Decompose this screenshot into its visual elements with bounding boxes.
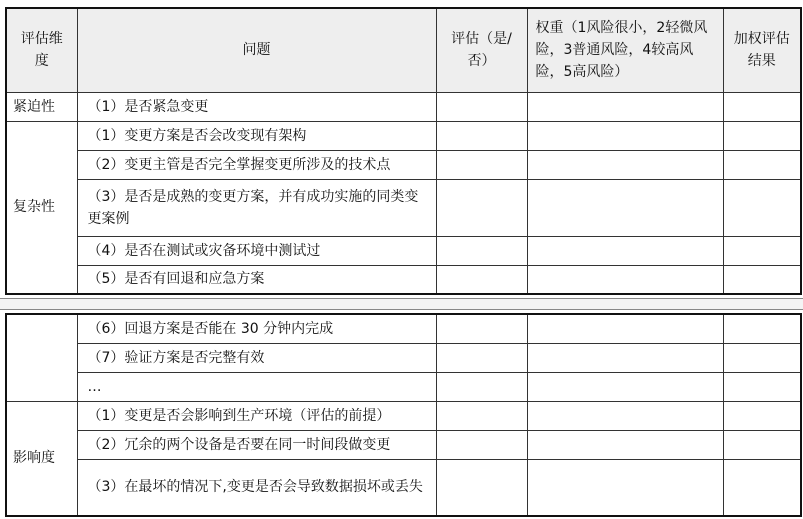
question-cell: （4）是否在测试或灾备环境中测试过 — [77, 236, 436, 265]
dimension-impact: 影响度 — [6, 401, 77, 516]
table-row — [6, 372, 801, 401]
question-cell: （7）验证方案是否完整有效 — [77, 343, 436, 372]
page-break-line — [0, 309, 803, 310]
table-row — [6, 401, 801, 430]
result-cell[interactable] — [723, 372, 801, 401]
result-cell[interactable] — [723, 121, 801, 150]
question-cell: … — [77, 372, 436, 401]
weight-cell[interactable] — [527, 236, 723, 265]
header-weight: 权重（1风险很小，2轻微风险，3普通风险，4较高风险，5高风险） — [527, 8, 723, 92]
result-cell[interactable] — [723, 236, 801, 265]
result-cell[interactable] — [723, 459, 801, 516]
weight-cell[interactable] — [527, 92, 723, 121]
header-question: 问题 — [77, 8, 436, 92]
table-row — [6, 430, 801, 459]
question-cell: （2）冗余的两个设备是否要在同一时间段做变更 — [77, 430, 436, 459]
header-assessment: 评估（是/否） — [436, 8, 527, 92]
assessment-cell[interactable] — [436, 372, 527, 401]
assessment-cell[interactable] — [436, 343, 527, 372]
weight-cell[interactable] — [527, 179, 723, 236]
result-cell[interactable] — [723, 150, 801, 179]
assessment-cell[interactable] — [436, 236, 527, 265]
assessment-cell[interactable] — [436, 459, 527, 516]
result-cell[interactable] — [723, 314, 801, 343]
risk-table-part1 — [5, 7, 802, 295]
table-row — [6, 314, 801, 343]
weight-cell[interactable] — [527, 459, 723, 516]
question-cell: （1）变更方案是否会改变现有架构 — [77, 121, 436, 150]
question-cell: （3）在最坏的情况下,变更是否会导致数据损坏或丢失 — [77, 459, 436, 516]
assessment-cell[interactable] — [436, 401, 527, 430]
header-weighted-result: 加权评估结果 — [723, 8, 801, 92]
result-cell[interactable] — [723, 265, 801, 294]
weight-cell[interactable] — [527, 265, 723, 294]
dimension-complexity: 复杂性 — [6, 121, 77, 294]
assessment-cell[interactable] — [436, 121, 527, 150]
weight-cell[interactable] — [527, 401, 723, 430]
table-row — [6, 92, 801, 121]
assessment-cell[interactable] — [436, 314, 527, 343]
table-row — [6, 236, 801, 265]
question-cell: （1）是否紧急变更 — [77, 92, 436, 121]
table-row — [6, 343, 801, 372]
risk-table-part2 — [5, 313, 802, 517]
weight-cell[interactable] — [527, 314, 723, 343]
weight-cell[interactable] — [527, 372, 723, 401]
weight-cell[interactable] — [527, 150, 723, 179]
header-row — [6, 8, 801, 92]
result-cell[interactable] — [723, 343, 801, 372]
question-cell: （2）变更主管是否完全掌握变更所涉及的技术点 — [77, 150, 436, 179]
header-dimension: 评估维度 — [6, 8, 77, 92]
question-cell: （3）是否是成熟的变更方案，并有成功实施的同类变更案例 — [77, 179, 436, 236]
assessment-cell[interactable] — [436, 265, 527, 294]
question-cell: （5）是否有回退和应急方案 — [77, 265, 436, 294]
assessment-cell[interactable] — [436, 92, 527, 121]
result-cell[interactable] — [723, 179, 801, 236]
assessment-cell[interactable] — [436, 430, 527, 459]
assessment-cell[interactable] — [436, 179, 527, 236]
dimension-urgency: 紧迫性 — [6, 92, 77, 121]
weight-cell[interactable] — [527, 121, 723, 150]
table-row — [6, 121, 801, 150]
result-cell[interactable] — [723, 430, 801, 459]
weight-cell[interactable] — [527, 430, 723, 459]
page-break-gap — [0, 299, 803, 309]
dimension-continued — [6, 314, 77, 401]
result-cell[interactable] — [723, 401, 801, 430]
weight-cell[interactable] — [527, 343, 723, 372]
question-cell: （1）变更是否会影响到生产环境（评估的前提） — [77, 401, 436, 430]
assessment-cell[interactable] — [436, 150, 527, 179]
table-row — [6, 459, 801, 516]
table-row — [6, 265, 801, 294]
table-row — [6, 179, 801, 236]
table-row — [6, 150, 801, 179]
question-cell: （6）回退方案是否能在 30 分钟内完成 — [77, 314, 436, 343]
result-cell[interactable] — [723, 92, 801, 121]
